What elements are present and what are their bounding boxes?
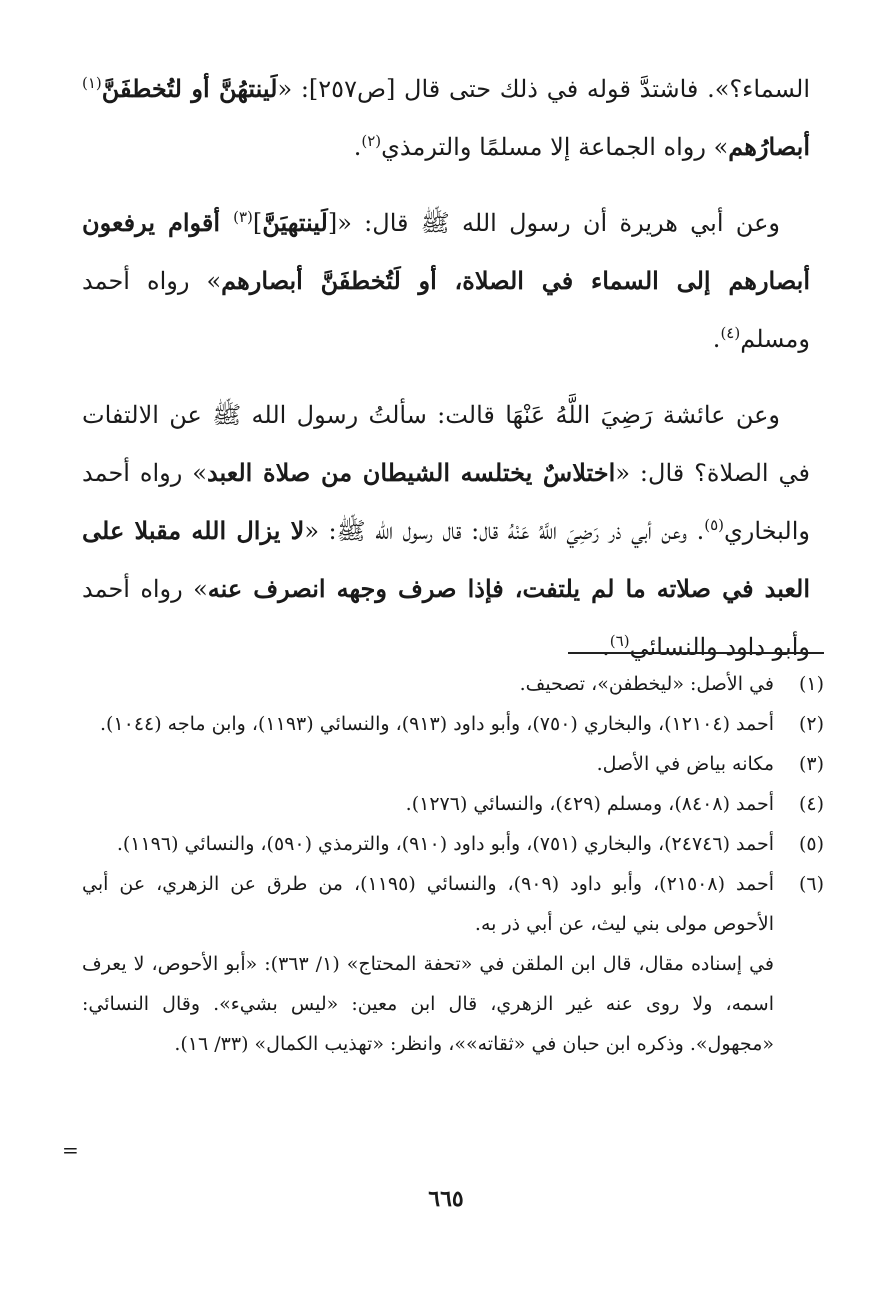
text-segment: .: [353, 133, 362, 161]
text-segment: » رواه أحمد ومسلم: [82, 267, 810, 353]
hadith-text: أبصارُهم: [728, 132, 810, 161]
text-segment: ]: [252, 209, 263, 237]
footnote-6: [82, 864, 824, 944]
main-text: [82, 60, 810, 694]
footnote-text: في الأصل: «ليخطفن»، تصحيف.: [519, 673, 774, 695]
footnote-text: أحمد (٢١٥٠٨)، وأبو داود (٩٠٩)، والنسائي (١١٩٥)، من طرق عن الزهري، عن أبي الأحوص مولى بني ليث، عن أبي ذر به.: [82, 873, 774, 935]
footnote-text: أحمد (٢٤٧٤٦)، والبخاري (٧٥١)، وأبو داود (٩١٠)، والترمذي (٥٩٠)، والنسائي (١١٩٦).: [116, 833, 774, 855]
hadith-text: اختلاسٌ يختلسه الشيطان من صلاة العبد: [206, 458, 616, 487]
footnote-text: أحمد (٨٤٠٨)، ومسلم (٤٢٩)، والنسائي (١٢٧٦).: [405, 793, 774, 815]
hadith-text: لا يزال الله مقبلا على العبد في صلاته ما لم يلتفت، فإذا صرف وجهه انصرف عنه: [82, 516, 811, 603]
footnote-number: (٦): [798, 873, 824, 895]
footnote-ref: (٣): [233, 208, 253, 226]
footnote-number: (١): [798, 673, 824, 695]
footnote-1: [82, 664, 824, 704]
text-segment: . وعن أبي ذر رَضِيَ اللَّهُ عَنْهُ قال: قال رسول الله ﷺ: «: [304, 517, 705, 545]
footnote-number: (٢): [798, 713, 824, 735]
footnote-6-continuation: في إسناده مقال، قال ابن الملقن في «تحفة المحتاج» (١/ ٣٦٣): «أبو الأحوص، لا يعرف اسمه، ولا روى عنه غير الزهري، قال ابن معين: «ليس بشيء». وقال النسائي: «مجهول». وذكره ابن حبان في «ثقاته»»، وانظر: «تهذيب الكمال» (٣٣/ ١٦).: [82, 953, 774, 1055]
footnote-4: [82, 784, 824, 824]
hadith-text: لَينتهُنَّ أو لتُخطفَنَّ: [101, 74, 278, 103]
footnote-ref: (١): [82, 74, 102, 92]
paragraph-1: [82, 60, 810, 176]
paragraph-3: [82, 386, 810, 676]
footnote-divider: [568, 652, 824, 654]
text-segment: » رواه الجماعة إلا مسلمًا والترمذي: [381, 133, 729, 161]
footnote-2: [82, 704, 824, 744]
text-segment: وعن عائشة رَضِيَ اللَّهُ عَنْهَا قالت: سألتُ رسول الله ﷺ عن الالتفات في الصلاة؟ قال: «: [82, 401, 811, 487]
footnote-3: [82, 744, 824, 784]
footnote-ref: (٥): [704, 516, 724, 534]
footnote-text: مكانه بياض في الأصل.: [596, 753, 774, 775]
continuation-mark: =: [62, 1138, 79, 1162]
footnotes: [82, 664, 824, 1064]
hadith-text: أقوام يرفعون أبصارهم إلى السماء في الصلاة، أو لَتُخطفَنَّ أبصارهم: [82, 208, 811, 295]
footnote-ref: (٦): [609, 632, 630, 650]
text-segment: » رواه أحمد وأبو داود والنسائي: [82, 575, 810, 661]
footnote-text: أحمد (١٢١٠٤)، والبخاري (٧٥٠)، وأبو داود (٩١٣)، والنسائي (١١٩٣)، وابن ماجه (١٠٤٤).: [99, 713, 774, 735]
footnote-number: (٣): [798, 753, 824, 775]
paragraph-2: [82, 194, 810, 368]
text-segment: .: [712, 325, 721, 353]
footnote-ref: (٢): [361, 132, 382, 150]
text-segment: .: [602, 633, 610, 661]
footnote-5: [82, 824, 824, 864]
text-segment: » رواه أحمد والبخاري: [82, 459, 810, 545]
footnote-number: (٥): [798, 833, 824, 855]
page-number: ٦٦٥: [428, 1186, 464, 1212]
footnote-number: (٤): [798, 793, 824, 815]
text-segment: السماء؟». فاشتدَّ قوله في ذلك حتى قال [ص٢٥٧]: «: [277, 75, 810, 103]
footnote-ref: (٤): [720, 324, 741, 342]
text-segment: وعن أبي هريرة أن رسول الله ﷺ قال: «[: [327, 209, 780, 237]
hadith-text: لَينتهيَنَّ: [262, 208, 328, 237]
